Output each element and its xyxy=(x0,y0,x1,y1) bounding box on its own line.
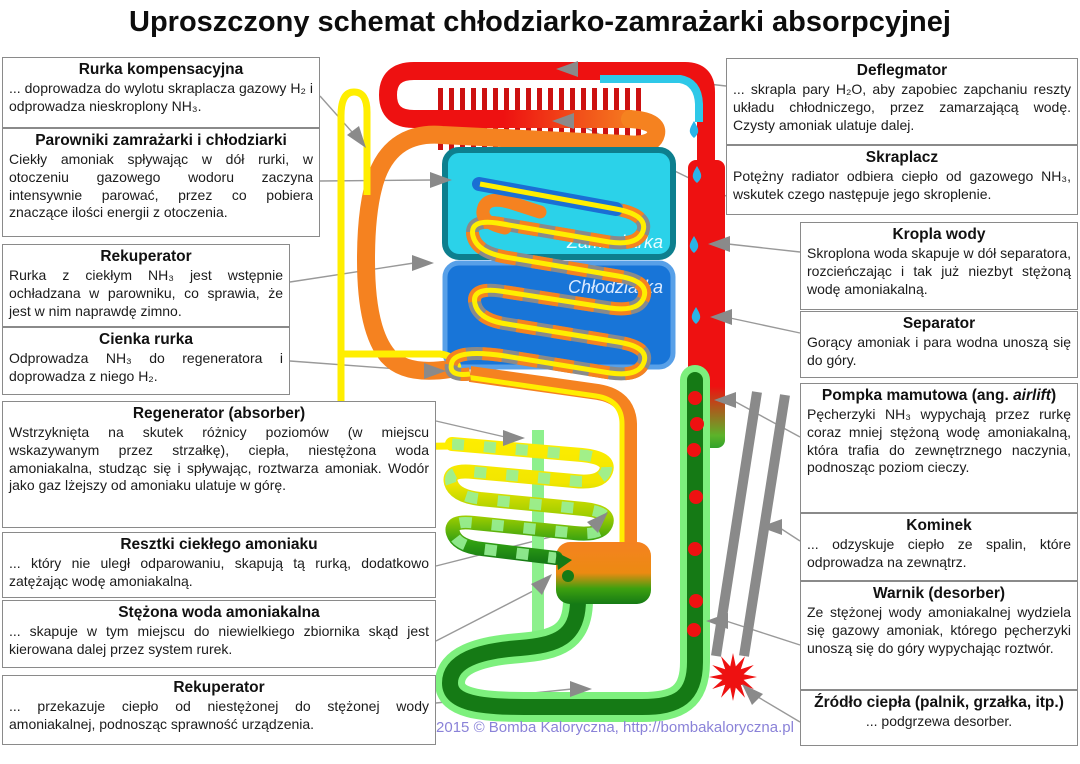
info-box-pompka-mamutowa xyxy=(800,383,1078,513)
info-box-parowniki xyxy=(2,128,320,237)
info-box-body: Ze stężonej wody amoniakalnej wydziela się gazowy amoniak, którego pęcherzyki unoszą się do góry wypychając roztwór. xyxy=(807,604,1071,656)
info-box-cienka-rurka xyxy=(2,327,290,395)
info-box-skraplacz xyxy=(726,145,1078,215)
info-box-title: Deflegmator xyxy=(856,62,948,79)
info-box-regenerator xyxy=(2,401,436,528)
info-box-title: Kropla wody xyxy=(892,226,986,243)
info-box-kominek xyxy=(800,513,1078,581)
copyright-credit: 2015 © Bomba Kaloryczna, http://bombakaloryczna.pl xyxy=(436,719,794,736)
info-box-title: Rekuperator xyxy=(173,679,265,696)
info-box-title: Skraplacz xyxy=(865,149,939,166)
info-box-title: Pompka mamutowa (ang. airlift) xyxy=(821,387,1057,404)
info-box-body: ... przekazuje ciepło od niestężonej do stężonej wody amoniakalnej, podnosząc sprawność urządzenia. xyxy=(9,698,429,732)
info-box-body: Rurka z ciekłym NH₃ jest wstępnie ochładzana w parowniku, co sprawia, że jest w nim naprawdę zimno. xyxy=(9,267,283,319)
fridge-label: Chłodziarka xyxy=(567,277,663,297)
info-box-rekuperator-gorny xyxy=(2,244,290,327)
info-box-body: ... odzyskuje ciepło ze spalin, które odprowadza na zewnątrz. xyxy=(807,536,1071,570)
info-box-title: Parowniki zamrażarki i chłodziarki xyxy=(35,132,287,149)
freezer-label: Zamrażarka xyxy=(566,232,663,252)
info-box-body: ... doprowadza do wylotu skraplacza gazowy H₂ i odprowadza nieskroplony NH₃. xyxy=(9,80,313,114)
info-box-stezona-woda xyxy=(2,600,436,668)
info-box-title: Stężona woda amoniakalna xyxy=(118,604,320,621)
info-box-body: Ciekły amoniak spływając w dół rurki, w otoczeniu gazowego wodoru zaczyna intensywnie parować, przez co pobiera znaczące ilości energii z otoczenia. xyxy=(9,151,313,221)
info-box-title: Rurka kompensacyjna xyxy=(78,61,244,78)
info-box-body: Wstrzyknięta na skutek różnicy poziomów (w miejscu wskazywanym przez strzałkę), ciepła, niestężona woda amoniakalna, studząc się i spływając, roztwarza amoniak. Wodór jako gaz lżejszy od amoniaku ulatuje w górę. xyxy=(9,424,429,494)
info-box-title: Resztki ciekłego amoniaku xyxy=(120,536,318,553)
info-box-body: ... skrapla pary H₂O, aby zapobiec zapchaniu reszty układu chłodniczego, przez zamarzającą wodę. Czysty amoniak ulatuje dalej. xyxy=(733,81,1071,133)
info-box-kropla-wody xyxy=(800,222,1078,310)
info-box-title: Regenerator (absorber) xyxy=(132,405,306,422)
info-box-body: Odprowadza NH₃ do regeneratora i doprowadza z niego H₂. xyxy=(9,350,283,384)
page-title: Uproszczony schemat chłodziarko-zamrażarki absorpcyjnej xyxy=(129,6,951,38)
info-box-title: Źródło ciepła (palnik, grzałka, itp.) xyxy=(814,694,1064,711)
info-box-body: ... który nie uległ odparowaniu, skapują tą rurką, dodatkowo zatężając wodę amoniakalną. xyxy=(9,555,429,589)
info-box-body: Potężny radiator odbiera ciepło od gazowego NH₃, wskutek czego następuje jego skroplenie. xyxy=(733,168,1071,202)
info-box-zrodlo-ciepla xyxy=(800,690,1078,746)
info-box-separator xyxy=(800,311,1078,378)
info-box-deflegmator xyxy=(726,58,1078,145)
info-box-body: ... podgrzewa desorber. xyxy=(865,713,1013,729)
info-box-title: Separator xyxy=(902,315,976,332)
info-box-body: Skroplona woda skapuje w dół separatora, rozcieńczając i tak już niezbyt stężoną wodę amoniakalną. xyxy=(807,245,1071,297)
info-box-title: Rekuperator xyxy=(100,248,192,265)
info-box-rurka-kompensacyjna xyxy=(2,57,320,128)
info-box-body: Pęcherzyki NH₃ wypychają przez rurkę coraz mniej stężoną wodę amoniakalną, która trafia do zewnętrznego naczynia, podnosząc poziom cieczy. xyxy=(807,406,1071,476)
info-box-body: ... skapuje w tym miejscu do niewielkiego zbiornika skąd jest kierowana dalej przez system rurek. xyxy=(9,623,429,657)
info-box-warnik xyxy=(800,581,1078,690)
info-box-rekuperator-dolny xyxy=(2,675,436,745)
info-box-title: Warnik (desorber) xyxy=(872,585,1006,602)
info-box-title: Cienka rurka xyxy=(99,331,193,348)
info-box-resztki-amoniaku xyxy=(2,532,436,598)
info-box-body: Gorący amoniak i para wodna unoszą się do góry. xyxy=(807,334,1071,368)
info-box-title: Kominek xyxy=(906,517,972,534)
